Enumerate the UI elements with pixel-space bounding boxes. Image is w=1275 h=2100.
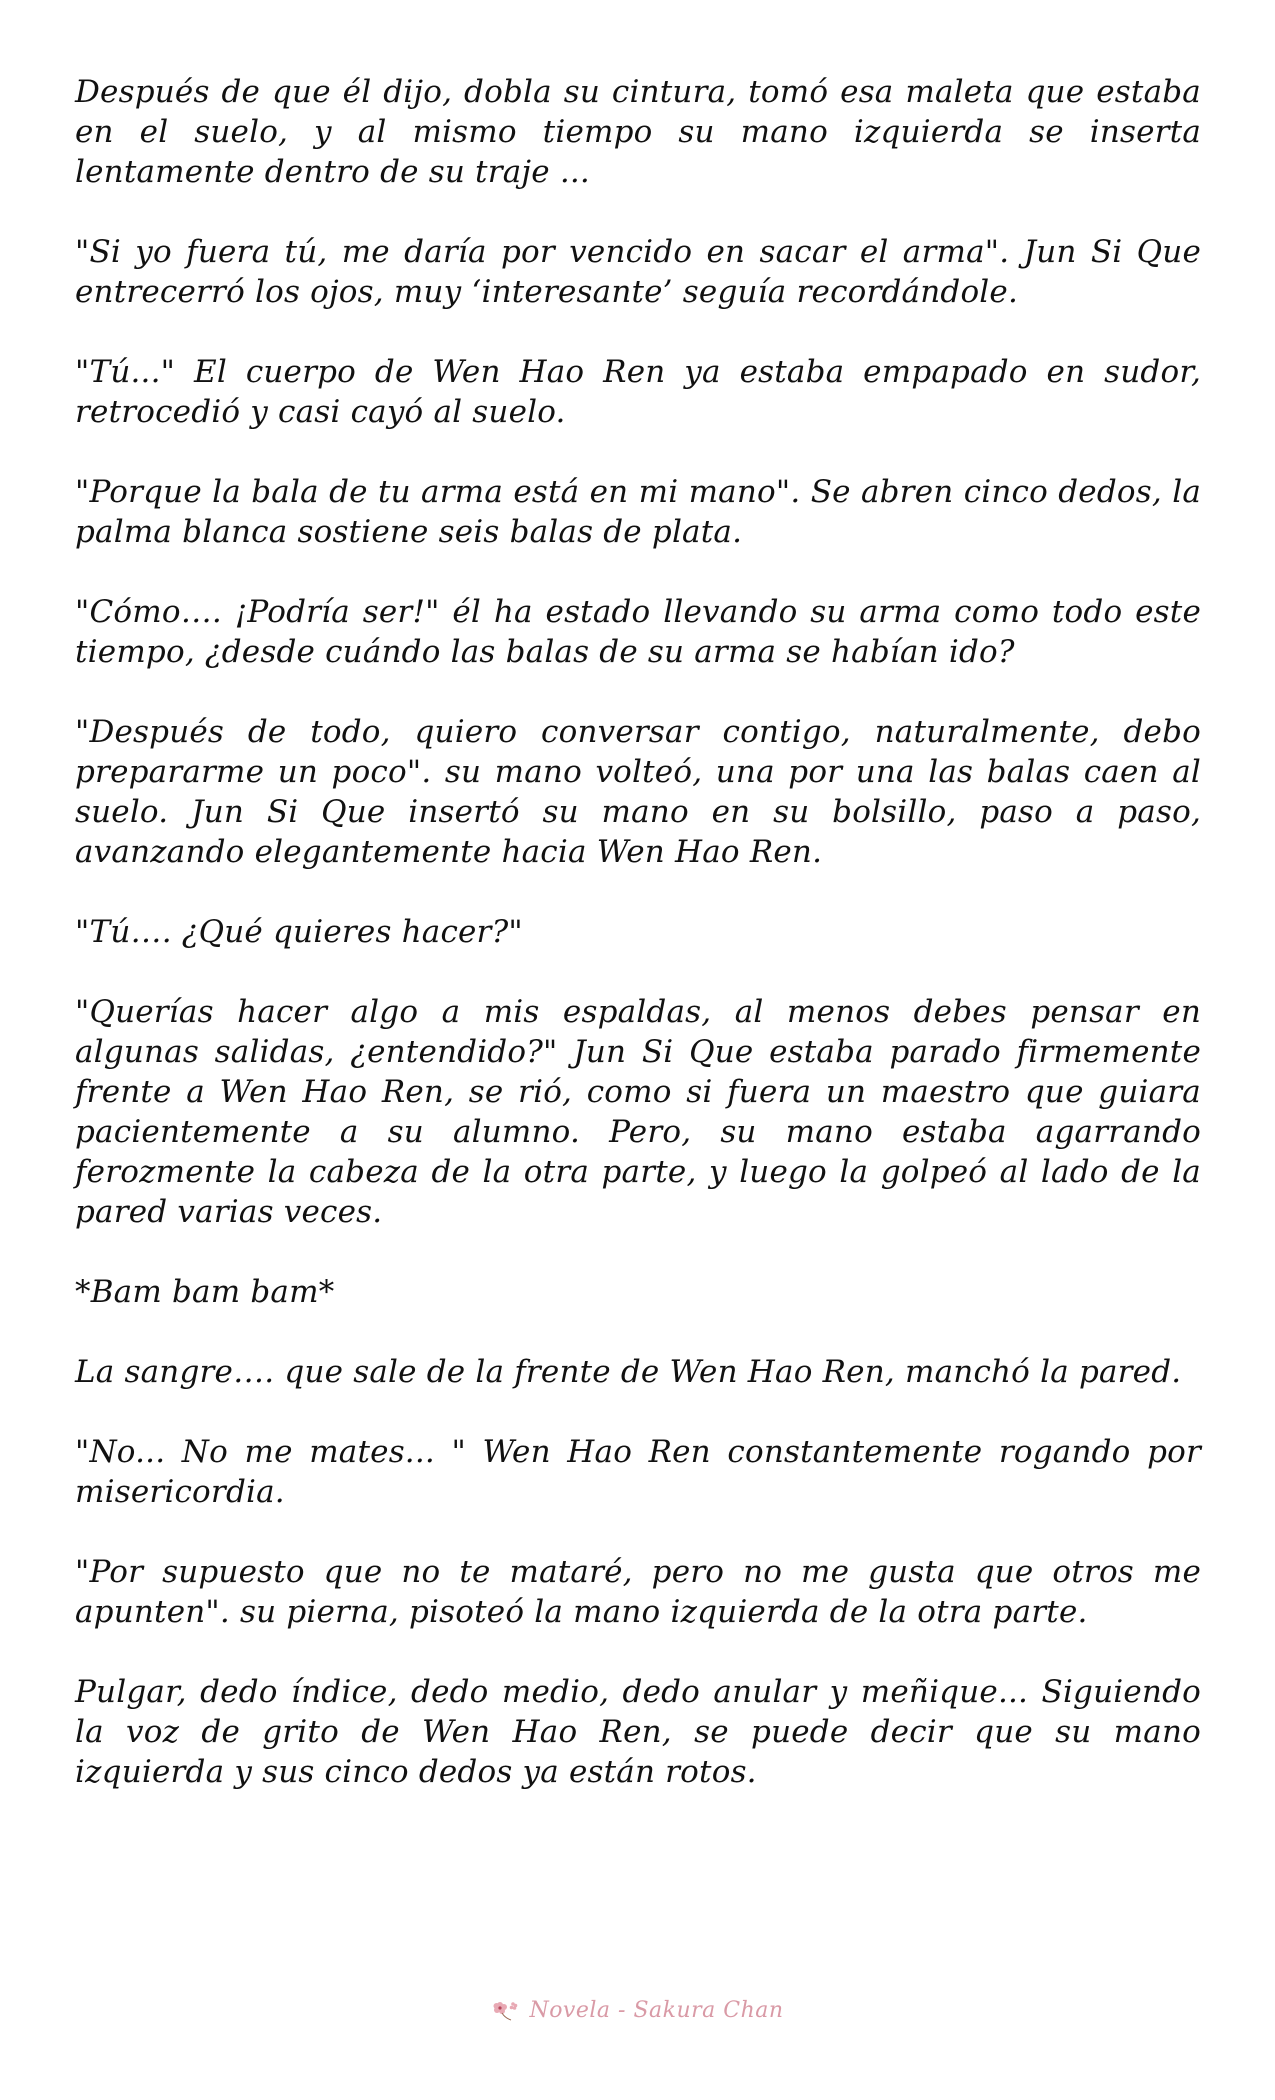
paragraph-4: "Porque la bala de tu arma está en mi mano". Se abren cinco dedos, la palma blanca sostiene seis balas de plata. [75, 474, 1201, 550]
paragraph-1: Después de que él dijo, dobla su cintura, tomó esa maleta que estaba en el suelo, y al mismo tiempo su mano izquierda se inserta lentamente dentro de su traje ... [75, 74, 1201, 190]
paragraph-5: "Cómo…. ¡Podría ser!" él ha estado llevando su arma como todo este tiempo, ¿desde cuándo las balas de su arma se habían ido? [75, 594, 1201, 670]
paragraph-7: "Tú…. ¿Qué quieres hacer?" [75, 914, 523, 950]
paragraph-13: Pulgar, dedo índice, dedo medio, dedo anular y meñique... Siguiendo la voz de grito de Wen Hao Ren, se puede decir que su mano izquierda y sus cinco dedos ya están rotos. [75, 1674, 1201, 1790]
paragraph-2: "Si yo fuera tú, me daría por vencido en sacar el arma". Jun Si Que entrecerró los ojos, muy ‘interesante’ seguía recordándole. [75, 234, 1201, 310]
paragraph-10: La sangre…. que sale de la frente de Wen Hao Ren, manchó la pared. [75, 1354, 1182, 1390]
paragraph-8: "Querías hacer algo a mis espaldas, al menos debes pensar en algunas salidas, ¿entendido?" Jun Si Que estaba parado firmemente frente a Wen Hao Ren, se rió, como si fuera un maestro que guiara pacientemente a su alumno. Pero, su mano estaba agarrando ferozmente la cabeza de la otra parte, y luego la golpeó al lado de la pared varias veces. [75, 994, 1201, 1230]
watermark-text: Novela - Sakura Chan [529, 1997, 784, 2023]
footer-watermark [0, 1990, 1275, 2030]
paragraph-6: "Después de todo, quiero conversar contigo, naturalmente, debo prepararme un poco". su mano volteó, una por una las balas caen al suelo. Jun Si Que insertó su mano en su bolsillo, paso a paso, avanzando elegantemente hacia Wen Hao Ren. [75, 714, 1201, 870]
sakura-flower-icon [491, 1998, 521, 2022]
text-column [75, 72, 1201, 1832]
paragraph-3: "Tú..." El cuerpo de Wen Hao Ren ya estaba empapado en sudor, retrocedió y casi cayó al suelo. [75, 354, 1201, 430]
paragraph-11: "No... No me mates... " Wen Hao Ren constantemente rogando por misericordia. [75, 1434, 1201, 1510]
paragraph-9: *Bam bam bam* [75, 1274, 335, 1310]
paragraph-12: "Por supuesto que no te mataré, pero no me gusta que otros me apunten". su pierna, pisoteó la mano izquierda de la otra parte. [75, 1554, 1201, 1630]
watermark-group [491, 1998, 783, 2023]
